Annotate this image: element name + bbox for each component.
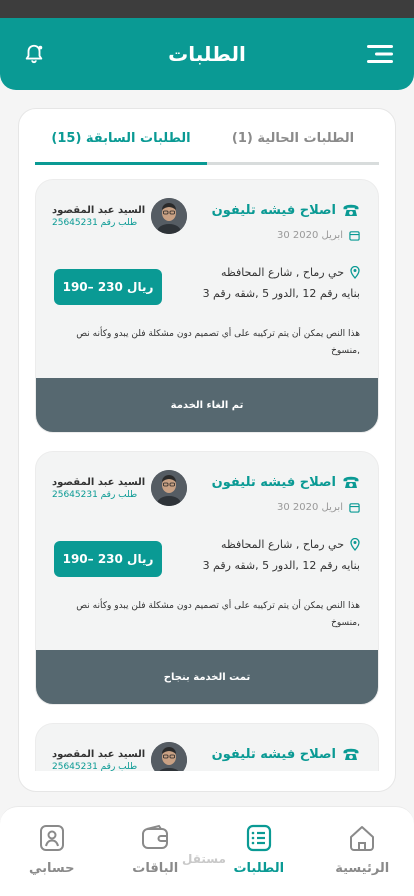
order-description: هذا النص يمكن أن يتم تركيبه على أي تصميم دون مشكلة فلن يبدو وكأنه نص منسوخ, <box>76 329 360 357</box>
order-card[interactable] <box>35 451 379 705</box>
nav-home-label: الرئيسية <box>335 861 390 876</box>
calendar-icon <box>349 230 360 241</box>
customer-info <box>52 198 187 234</box>
page-title: الطلبات <box>168 42 246 66</box>
service-name: اصلاح فيشه تليفون <box>211 746 336 762</box>
customer-info <box>52 470 187 506</box>
nav-account[interactable] <box>12 823 92 896</box>
address-line-2: بنايه رقم 12 ,الدور 5 ,شقه رقم 3 <box>202 287 360 300</box>
home-icon <box>347 823 377 853</box>
order-date: 30 ابريل 2020 <box>277 502 343 513</box>
order-date: 30 ابريل 2020 <box>277 230 343 241</box>
date-row <box>277 230 360 241</box>
system-status-bar <box>0 0 414 18</box>
avatar <box>151 198 187 234</box>
nav-orders[interactable] <box>219 823 299 896</box>
tab-current-orders[interactable] <box>207 125 379 165</box>
address <box>190 266 360 300</box>
phone-icon <box>342 474 360 490</box>
order-number: طلب رقم 25645231 <box>52 217 138 228</box>
tab-current-label: الطلبات الحالية (1) <box>231 131 355 146</box>
phone-icon <box>342 202 360 218</box>
menu-button[interactable] <box>364 38 396 70</box>
order-number: طلب رقم 25645231 <box>52 489 138 500</box>
orders-panel <box>18 108 396 792</box>
avatar <box>151 742 187 771</box>
status-bar-completed: تمت الخدمة بنجاح <box>36 650 378 704</box>
address-line-2: بنايه رقم 12 ,الدور 5 ,شقه رقم 3 <box>202 559 360 572</box>
service-row <box>212 474 360 490</box>
order-description: هذا النص يمكن أن يتم تركيبه على أي تصميم دون مشكلة فلن يبدو وكأنه نص منسوخ, <box>76 601 360 629</box>
order-card[interactable] <box>35 179 379 433</box>
status-bar-cancelled: تم الغاء الخدمة <box>36 378 378 432</box>
location-pin-icon <box>350 538 360 551</box>
nav-account-label: حسابي <box>28 861 75 876</box>
customer-info <box>52 742 187 771</box>
menu-icon <box>367 43 393 65</box>
phone-icon <box>342 746 360 762</box>
order-card[interactable] <box>35 723 379 771</box>
avatar <box>151 470 187 506</box>
account-icon <box>37 823 67 853</box>
address-line-1: حي رماح , شارع المحافظه <box>221 266 344 279</box>
bottom-navigation <box>0 806 414 896</box>
orders-list-icon <box>244 823 274 853</box>
service-row <box>212 202 360 218</box>
tab-underline <box>207 162 379 165</box>
orders-tabs <box>35 125 379 165</box>
customer-name: السيد عبد المقصود <box>52 476 146 488</box>
address <box>190 538 360 572</box>
nav-packages-label: الباقات <box>132 861 179 876</box>
nav-orders-label: الطلبات <box>233 861 285 876</box>
calendar-icon <box>349 502 360 513</box>
date-row <box>277 502 360 513</box>
customer-name: السيد عبد المقصود <box>52 748 146 760</box>
orders-list <box>19 179 395 771</box>
address-line-1: حي رماح , شارع المحافظه <box>221 538 344 551</box>
watermark: مستقل <box>182 852 226 866</box>
customer-name: السيد عبد المقصود <box>52 204 146 216</box>
service-name: اصلاح فيشه تليفون <box>211 202 336 218</box>
wallet-icon <box>140 823 170 853</box>
tab-previous-label: الطلبات السابقة (15) <box>51 131 191 146</box>
price-badge: 190– 230 ريال <box>54 541 162 577</box>
app-header <box>0 18 414 90</box>
tab-indicator <box>35 162 207 165</box>
service-row <box>212 746 360 762</box>
service-name: اصلاح فيشه تليفون <box>211 474 336 490</box>
price-badge: 190– 230 ريال <box>54 269 162 305</box>
location-pin-icon <box>350 266 360 279</box>
nav-home[interactable] <box>322 823 402 896</box>
tab-previous-orders[interactable] <box>35 125 207 165</box>
order-number: طلب رقم 25645231 <box>52 761 138 771</box>
notification-bell-button[interactable] <box>18 38 50 70</box>
bell-icon <box>23 43 45 65</box>
